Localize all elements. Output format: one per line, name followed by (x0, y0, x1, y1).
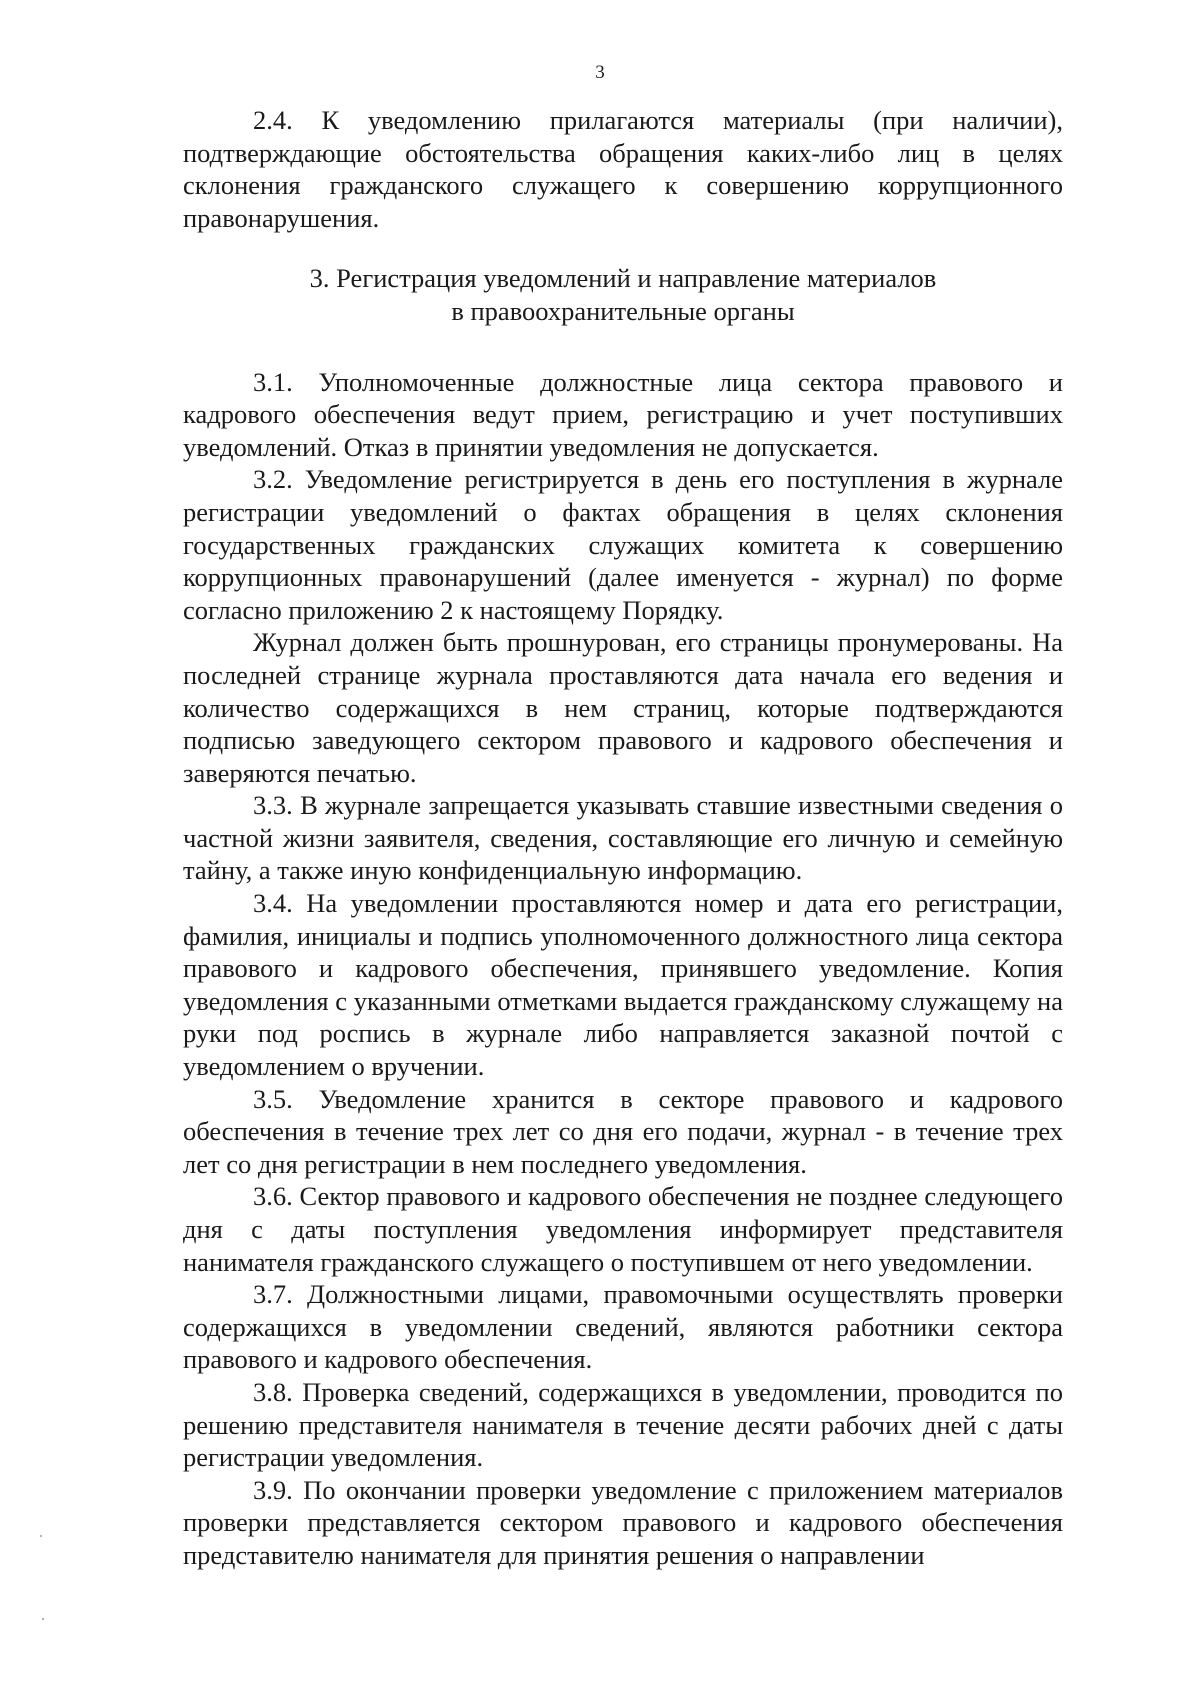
section-heading (183, 262, 1063, 327)
scan-speck (42, 1618, 44, 1620)
paragraph-3-8: 3.8. Проверка сведений, содержащихся в уведомлении, проводится по решению представителя нанимателя в течение десяти рабочих дней с даты регистрации уведомления. (183, 1376, 1063, 1473)
page-number: 3 (595, 62, 605, 83)
section-title-line-1: 3. Регистрация уведомлений и направление материалов (309, 263, 937, 294)
scan-speck (40, 1535, 42, 1537)
paragraph-3-7: 3.7. Должностными лицами, правомочными осуществлять проверки содержащихся в уведомлении сведений, являются работники сектора правового и кадрового обеспечения. (183, 1279, 1063, 1375)
section-title-line-2: в правоохранительные органы (451, 295, 795, 326)
paragraph-3-2: 3.2. Уведомление регистрируется в день его поступления в журнале регистрации уведомлений о фактах обращения в целях склонения государственных гражданских служащих комитета к совершению коррупционных правонарушений (далее именуется - журнал) по форме согласно приложению 2 к настоящему Порядку. (183, 464, 1063, 625)
paragraph-3-4: 3.4. На уведомлении проставляются номер и дата его регистрации, фамилия, инициалы и подпись уполномоченного должностного лица сектора правового и кадрового обеспечения, принявшего уведомление. Копия уведомления с указанными отметками выдается гражданскому служащему на руки под роспись в журнале либо направляется заказной почтой с уведомлением о вручении. (183, 888, 1063, 1082)
paragraph-3-3: 3.3. В журнале запрещается указывать ставшие известными сведения о частной жизни заявителя, сведения, составляющие его личную и семейную тайну, а также иную конфиденциальную информацию. (183, 790, 1063, 886)
paragraph-3-9: 3.9. По окончании проверки уведомление с приложением материалов проверки представляется сектором правового и кадрового обеспечения представителю нанимателя для принятия решения о направлении (183, 1474, 1063, 1570)
paragraph-3-6: 3.6. Сектор правового и кадрового обеспечения не позднее следующего дня с даты поступления уведомления информирует представителя нанимателя гражданского служащего о поступившем от него уведомлении. (183, 1181, 1063, 1277)
document-body (183, 104, 1063, 1572)
paragraph-2-4: 2.4. К уведомлению прилагаются материалы (при наличии), подтверждающие обстоятельства обращения каких-либо лиц в целях склонения гражданского служащего к совершению коррупционного правонарушения. (183, 105, 1063, 233)
paragraph-journal: Журнал должен быть прошнурован, его страницы пронумерованы. На последней странице журнала проставляются дата начала его ведения и количество содержащихся в нем страниц, которые подтверждаются подписью заведующего сектором правового и кадрового обеспечения и заверяются печатью. (183, 627, 1063, 788)
paragraph-3-1: 3.1. Уполномоченные должностные лица сектора правового и кадрового обеспечения ведут прием, регистрацию и учет поступивших уведомлений. Отказ в принятии уведомления не допускается. (183, 366, 1063, 462)
paragraph-3-5: 3.5. Уведомление хранится в секторе правового и кадрового обеспечения в течение трех лет со дня его подачи, журнал - в течение трех лет со дня регистрации в нем последнего уведомления. (183, 1083, 1063, 1179)
